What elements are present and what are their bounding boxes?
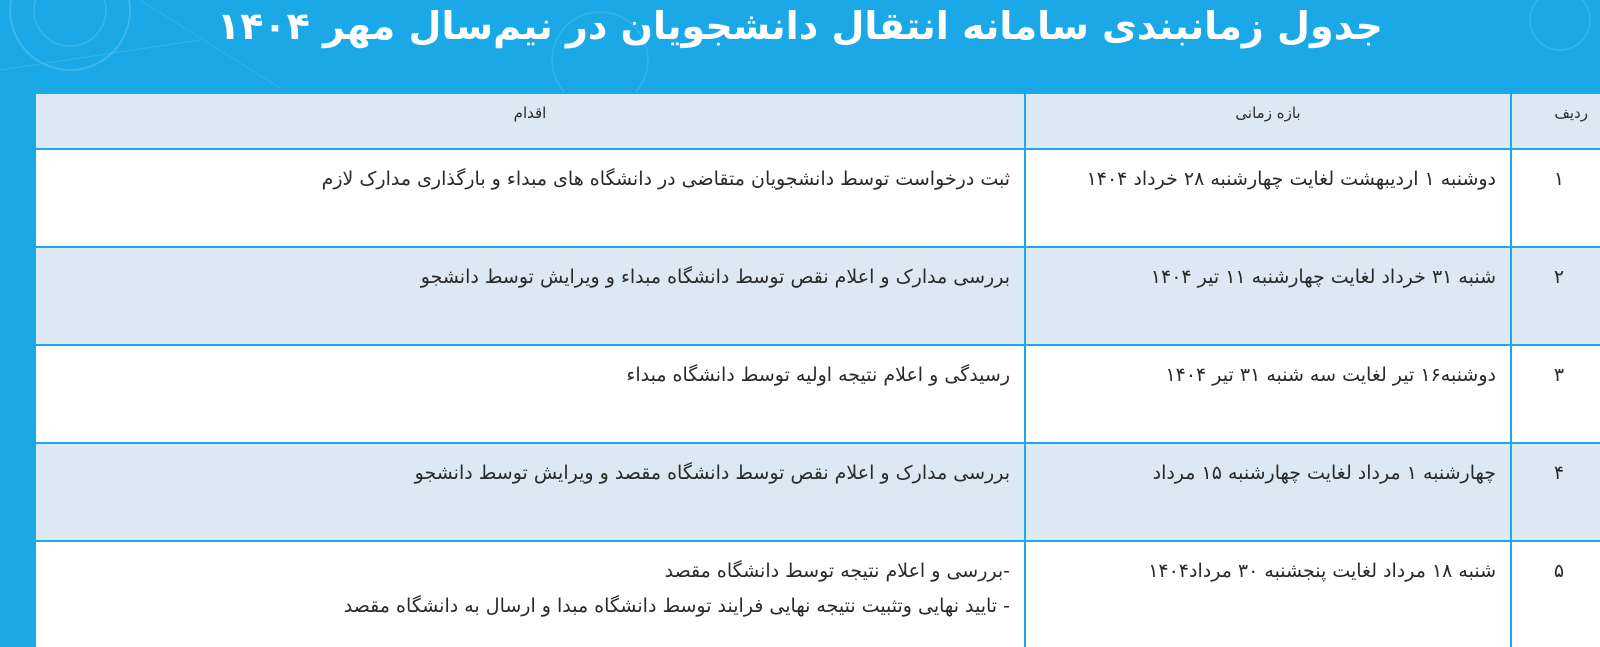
table-header-row xyxy=(35,93,1600,149)
row-action xyxy=(35,247,1025,345)
table-row xyxy=(35,541,1600,647)
action-line: رسیدگی و اعلام نتیجه اولیه توسط دانشگاه مبداء xyxy=(626,364,1010,386)
row-number: ۴ xyxy=(1511,443,1600,541)
table-row xyxy=(35,345,1600,443)
row-time-range: دوشنبه ۱ اردیبهشت لغایت چهارشنبه ۲۸ خرداد ۱۴۰۴ xyxy=(1025,149,1511,247)
header-action: اقدام xyxy=(35,93,1025,149)
header-row-number: ردیف xyxy=(1511,93,1600,149)
row-number: ۳ xyxy=(1511,345,1600,443)
table-row xyxy=(35,149,1600,247)
page-title: جدول زمانبندی سامانه انتقال دانشجویان در نیم‌سال مهر ۱۴۰۴ xyxy=(217,4,1383,48)
action-line: بررسی مدارک و اعلام نقص توسط دانشگاه مقصد و ویرایش توسط دانشجو xyxy=(414,462,1010,484)
schedule-table xyxy=(34,92,1600,647)
row-time-range: چهارشنبه ۱ مرداد لغایت چهارشنبه ۱۵ مرداد xyxy=(1025,443,1511,541)
schedule-table-container xyxy=(34,92,1600,647)
row-number: ۱ xyxy=(1511,149,1600,247)
header-time-range: بازه زمانی xyxy=(1025,93,1511,149)
row-number: ۵ xyxy=(1511,541,1600,647)
row-time-range: شنبه ۳۱ خرداد لغایت چهارشنبه ۱۱ تیر ۱۴۰۴ xyxy=(1025,247,1511,345)
row-time-range: شنبه ۱۸ مرداد لغایت پنجشنبه ۳۰ مرداد۱۴۰۴ xyxy=(1025,541,1511,647)
action-line: -بررسی و اعلام نتیجه توسط دانشگاه مقصد xyxy=(664,560,1010,582)
action-line: - تایید نهایی وتثبیت نتیجه نهایی فرایند توسط دانشگاه مبدا و ارسال به دانشگاه مقصد xyxy=(343,595,1010,617)
row-number: ۲ xyxy=(1511,247,1600,345)
table-row xyxy=(35,247,1600,345)
row-action xyxy=(35,149,1025,247)
row-action xyxy=(35,345,1025,443)
action-line: ثبت درخواست توسط دانشجویان متقاضی در دانشگاه های مبداء و بارگذاری مدارک لازم xyxy=(321,168,1010,190)
row-action xyxy=(35,541,1025,647)
table-row xyxy=(35,443,1600,541)
action-line: بررسی مدارک و اعلام نقص توسط دانشگاه مبداء و ویرایش توسط دانشجو xyxy=(420,266,1010,288)
row-action xyxy=(35,443,1025,541)
row-time-range: دوشنبه۱۶ تیر لغایت سه شنبه ۳۱ تیر ۱۴۰۴ xyxy=(1025,345,1511,443)
